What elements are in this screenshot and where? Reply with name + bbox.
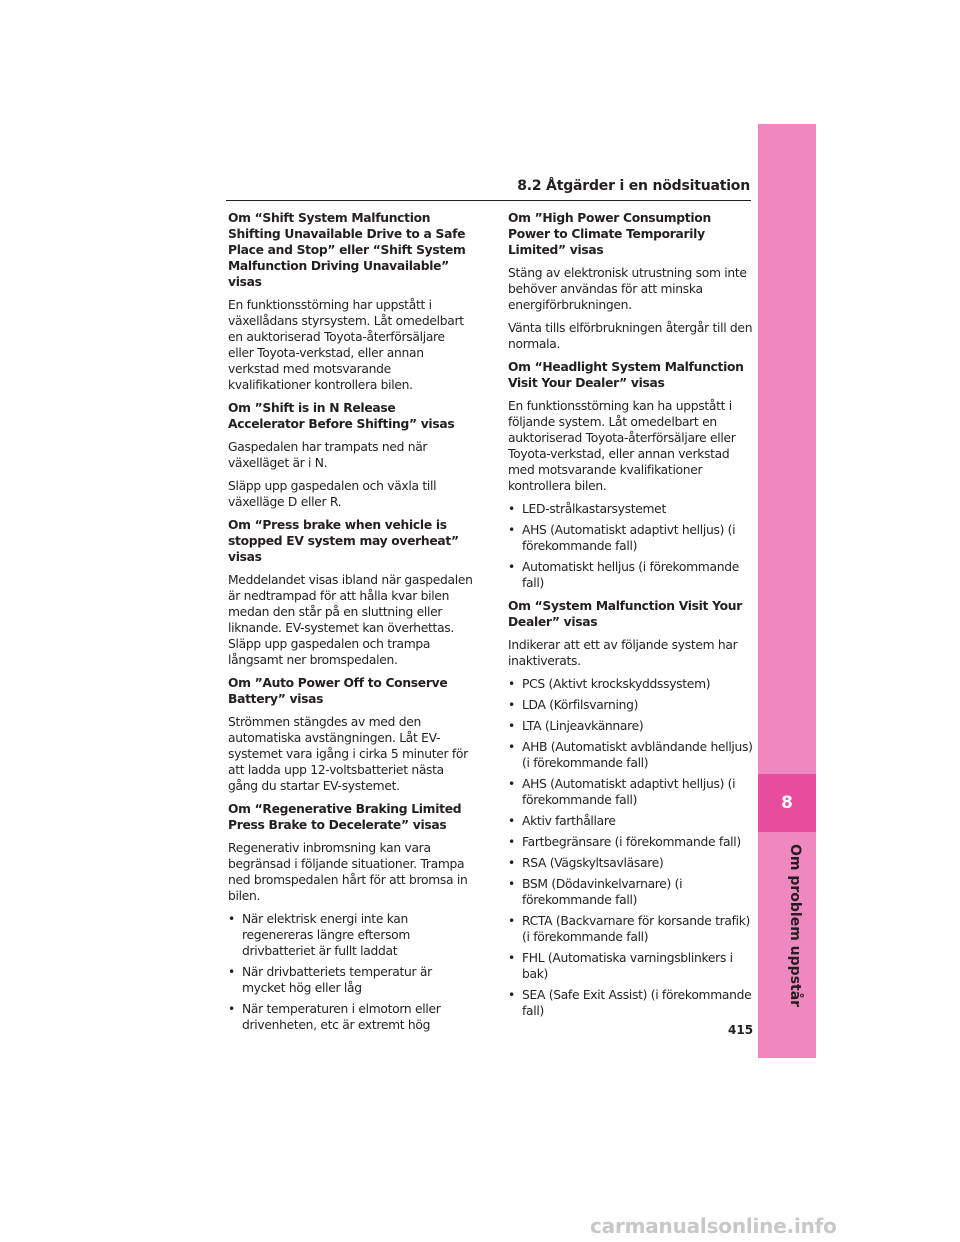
list-item: • SEA (Safe Exit Assist) (i förekommande fall) [508,987,753,1019]
left-column [228,210,473,1040]
page-number: 415 [728,1023,754,1037]
body-paragraph: Regenerativ inbromsning kan vara begränsad i följande situationer. Trampa ned bromspedalen hårt för att bromsa in bilen. [228,841,468,903]
body-paragraph: En funktionsstörning kan ha uppstått i följande system. Låt omedelbart en auktoriserad Toyota-återförsäljare eller Toyota-verkstad, eller annan verkstad med motsvarande kvalifikationer kontrollera bilen. [508,399,736,493]
list-item: • När drivbatteriets temperatur är mycket hög eller låg [228,964,473,996]
list-item: • LTA (Linjeavkännare) [508,718,753,734]
body-paragraph: Släpp upp gaspedalen och växla till växelläge D eller R. [228,479,437,509]
body-paragraph: Indikerar att ett av följande system har inaktiverats. [508,638,738,668]
section-heading: Om “Regenerative Braking Limited Press Brake to Decelerate” visas [228,802,462,832]
chapter-number-badge: 8 [758,774,816,832]
list-item: • AHB (Automatiskt avbländande helljus) (i förekommande fall) [508,739,753,771]
list-item: • När temperaturen i elmotorn eller drivenheten, etc är extremt hög [228,1001,473,1033]
list-item: • RSA (Vägskyltsavläsare) [508,855,753,871]
header-rule [226,200,751,201]
list-item: • Fartbegränsare (i förekommande fall) [508,834,753,850]
right-column [508,210,753,1026]
chapter-label: Om problem uppstår [787,844,803,1008]
section-heading: Om “Press brake when vehicle is stopped EV system may overheat” visas [228,518,459,564]
bullet-list [508,501,753,591]
bullet-list [228,911,473,1033]
section-heading: Om ”Shift is in N Release Accelerator Before Shifting” visas [228,401,455,431]
list-item: • Aktiv farthållare [508,813,753,829]
watermark: carmanualsonline.info [590,1214,837,1238]
bullet-list [508,676,753,1019]
body-paragraph: Strömmen stängdes av med den automatiska avstängningen. Låt EV-systemet vara igång i cirka 5 minuter för att ladda upp 12-voltsbatteriet nästa gång du startar EV-systemet. [228,715,468,793]
section-title: 8.2 Åtgärder i en nödsituation [517,178,750,194]
list-item: • PCS (Aktivt krockskyddssystem) [508,676,753,692]
body-paragraph: Stäng av elektronisk utrustning som inte behöver användas för att minska energiförbrukningen. [508,266,747,312]
list-item: • När elektrisk energi inte kan regenereras längre eftersom drivbatteriet är fullt laddat [228,911,473,959]
list-item: • FHL (Automatiska varningsblinkers i bak) [508,950,753,982]
list-item: • BSM (Dödavinkelvarnare) (i förekommande fall) [508,876,753,908]
body-paragraph: Meddelandet visas ibland när gaspedalen är nedtrampad för att hålla kvar bilen medan den står på en sluttning eller liknande. EV-systemet kan överhettas. Släpp upp gaspedalen och trampa långsamt ner bromspedalen. [228,573,473,667]
body-paragraph: En funktionsstörning har uppstått i växellådans styrsystem. Låt omedelbart en auktoriserad Toyota-återförsäljare eller Toyota-verkstad, eller annan verkstad med motsvarande kvalifikationer kontrollera bilen. [228,298,464,392]
list-item: • RCTA (Backvarnare för korsande trafik) (i förekommande fall) [508,913,753,945]
section-heading: Om “System Malfunction Visit Your Dealer” visas [508,599,742,629]
list-item: • Automatiskt helljus (i förekommande fall) [508,559,753,591]
section-heading: Om “Headlight System Malfunction Visit Your Dealer” visas [508,360,744,390]
list-item: • LED-strålkastarsystemet [508,501,753,517]
section-heading: Om “Shift System Malfunction Shifting Unavailable Drive to a Safe Place and Stop” eller “Shift System Malfunction Driving Unavailable” visas [228,211,466,289]
body-paragraph: Gaspedalen har trampats ned när växelläget är i N. [228,440,428,470]
list-item: • LDA (Körfilsvarning) [508,697,753,713]
body-paragraph: Vänta tills elförbrukningen återgår till den normala. [508,321,753,351]
section-heading: Om ”Auto Power Off to Conserve Battery” visas [228,676,448,706]
section-heading: Om ”High Power Consumption Power to Climate Temporarily Limited” visas [508,211,711,257]
list-item: • AHS (Automatiskt adaptivt helljus) (i förekommande fall) [508,776,753,808]
list-item: • AHS (Automatiskt adaptivt helljus) (i förekommande fall) [508,522,753,554]
